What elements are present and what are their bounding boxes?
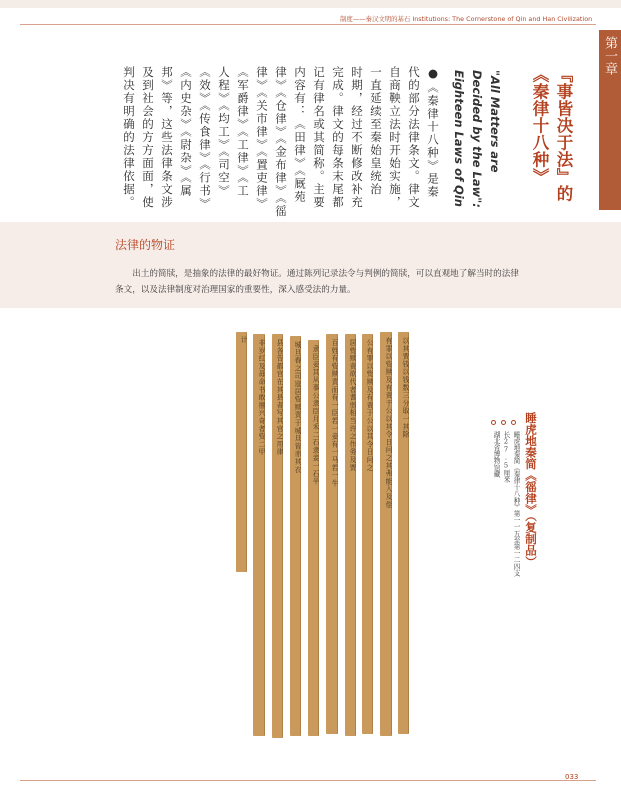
body-line-9: 律》《仓律》《金布律》《徭 (274, 66, 288, 218)
body-line-2: 代的部分法律条文。律文 (407, 66, 421, 209)
section-title-line-2: 《秦律十八种》 (530, 66, 549, 185)
section-title-line-1: 『事皆决于法』的 (554, 66, 573, 202)
bamboo-slip (398, 332, 409, 734)
bamboo-slip (272, 334, 283, 738)
slip-text: 公有罪以赀赎及有责于公以其令日问之 (365, 339, 373, 472)
bamboo-slip (380, 332, 392, 736)
slip-text: 城旦舂之司寇居赀赎责于城旦皆赤其衣 (293, 341, 301, 474)
caption-bullet-icon (501, 420, 506, 425)
body-line-10: 律》《关市律》《置吏律》 (255, 66, 269, 211)
evidence-paragraph: 出土的简牍，是抽象的法律的最好物证。通过陈列记录法令与判例的简牍，可以直观地了解当时的法律条文，以及法律制度对治理国家的重要性，深入感受法的力量。 (115, 269, 519, 295)
body-line-15: 邦》等，这些法律条文涉 (160, 66, 174, 209)
caption-line-2: 长27.5厘米 (501, 412, 510, 483)
header-divider (20, 24, 596, 25)
body-line-16: 及到社会的方方面面，使 (141, 66, 155, 209)
slip-text: 计 (239, 336, 247, 344)
body-line-17: 判决有明确的法律依据。 (122, 66, 136, 209)
section-title-en-line-3: Eighteen Laws of Qin (452, 70, 466, 207)
body-line-12: 人程》《均工》《司空》 (217, 66, 231, 198)
body-line-14: 《内史杂》《尉杂》《属 (179, 66, 193, 198)
slip-text: 居赀赎责欲代者耆弱相当许之作务及贾 (348, 339, 356, 472)
slip-text: 县各告都官在其县者写其官之用律 (275, 339, 283, 456)
body-line-3: 自商鞅立法时开始实施， (388, 66, 402, 209)
top-band (0, 0, 621, 8)
page-number: 033 (565, 773, 579, 781)
body-line-11: 《军爵律》《工律》《工 (236, 66, 250, 198)
running-header: 制度——秦汉文明的基石 Institutions: The Cornerstone of Qin and Han Civilization (340, 15, 593, 23)
caption-bullet-icon (491, 420, 496, 425)
bamboo-slip (308, 340, 319, 736)
body-line-8: 内容有：《田律》《厩苑 (293, 66, 307, 204)
slip-text: 以其贾钱以钱数三分取一其除 (401, 337, 409, 439)
evidence-heading: 法律的物证 (115, 238, 176, 252)
caption-bullet-icon (511, 420, 516, 425)
body-line-7: 记有律名或其简称。主要 (312, 66, 326, 209)
bamboo-slip (236, 332, 247, 572)
body-line-6: 完成。律文的每条末尾都 (331, 66, 345, 209)
slip-text: 百姓有赀赎责而有一臣若一妾有一马若一牛 (330, 339, 338, 488)
bamboo-slip (345, 334, 356, 736)
section-title-en-line-2: Decided by the Law": (470, 70, 484, 208)
body-line-4: 一直延续至秦始皇统治 (369, 66, 383, 196)
slip-text: 隶臣妾其从事公隶臣月禾二石隶妾一石半 (311, 345, 319, 486)
section-title-en-line-1: "All Matters are (488, 70, 502, 173)
chapter-tab-label: 第一章 (602, 36, 617, 75)
caption-line-1: 睡虎地秦简《秦律十八种》第一一五至第一二四支 (511, 412, 520, 576)
footer-divider (20, 780, 596, 781)
bamboo-slip (326, 334, 338, 734)
body-line-1: ●《秦律十八种》是秦 (426, 66, 440, 199)
body-line-5: 时期，经过不断修改补充 (350, 66, 364, 209)
caption-line-3: 湖北省博物馆藏 (491, 412, 500, 477)
bamboo-slip (362, 334, 373, 734)
body-line-13: 《效》《传食律》《行书》 (198, 66, 212, 211)
slip-text: 非岁红及毋命书敢擅兴奇者赀二甲 (257, 339, 265, 456)
slip-text: 有罪以赀赎及有责于公以其令日问之其弗能入及偿 (384, 337, 392, 509)
caption-title: 睡虎地秦简《徭律》（复制品） (524, 412, 538, 568)
bamboo-slip (253, 334, 265, 736)
bamboo-slip (290, 336, 301, 736)
